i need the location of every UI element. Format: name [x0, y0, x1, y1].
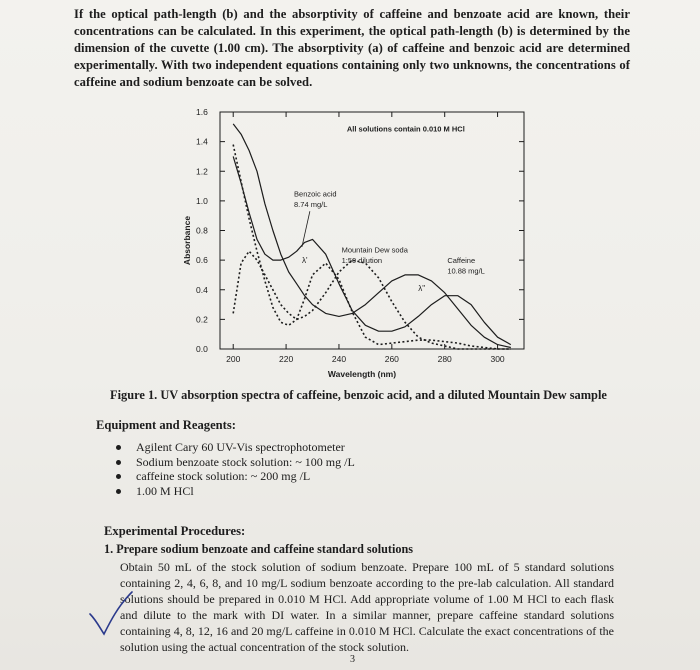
y-axis-label: Absorbance	[182, 215, 192, 266]
y-tick-label: 0.2	[196, 314, 208, 325]
equipment-item: Agilent Cary 60 UV-Vis spectrophotometer	[112, 440, 355, 455]
annotation-mountain-dew: Mountain Dew soda	[341, 245, 408, 255]
x-tick-label: 240	[331, 354, 347, 364]
y-tick-label: 0.0	[196, 344, 208, 354]
y-tick-label: 0.4	[196, 284, 208, 295]
annotation-benzoic-acid: Benzoic acid	[294, 189, 337, 199]
annotation-benzoic-acid-conc: 8.74 mg/L	[294, 199, 328, 209]
step-1-title: 1. Prepare sodium benzoate and caffeine standard solutions	[104, 542, 413, 556]
y-tick-label: 1.0	[196, 195, 208, 206]
x-tick-label: 300	[490, 354, 505, 364]
uv-spectra-figure	[168, 104, 528, 394]
y-tick-label: 1.6	[196, 107, 208, 117]
page-number: 3	[350, 654, 355, 665]
y-tick-label: 0.6	[196, 255, 208, 266]
equipment-item: Sodium benzoate stock solution: ~ 100 mg /L	[112, 455, 355, 470]
y-tick-label: 0.8	[196, 225, 208, 236]
figure-caption: Figure 1. UV absorption spectra of caffeine, benzoic acid, and a diluted Mountain Dew sample	[110, 388, 607, 402]
y-tick-label: 1.2	[196, 166, 208, 177]
annotation-lambda-1: λ'	[301, 256, 308, 266]
y-tick-label: 1.4	[196, 136, 208, 147]
annotation-caffeine-conc: 10.88 mg/L	[447, 266, 485, 276]
annotation-dilution: 1:50 dilution	[341, 256, 383, 266]
x-tick-label: 260	[384, 354, 399, 364]
step-1-body: Obtain 50 mL of the stock solution of sodium benzoate. Prepare 100 mL of 5 standard solutions containing 2, 4, 6, 8, and 10 mg/L sodium benzoate according to the pre-lab calculation. All standard solutions should be prepared in 0.010 M HCl. Add appropriate volume of 1.00 M HCl to each flask and dilute to the mark with DI water. In a similar manner, prepare caffeine standard solutions containing 4, 8, 12, 16 and 20 mg/L caffeine in 0.010 M HCl. Calculate the exact concentrations of the solution using the actual concentration of the stock solution.	[120, 560, 614, 654]
uv-spectra-chart	[168, 104, 528, 394]
equipment-heading: Equipment and Reagents:	[96, 418, 236, 432]
x-tick-label: 220	[278, 354, 294, 364]
handwritten-checkmark-icon	[88, 588, 134, 638]
procedures-heading: Experimental Procedures:	[104, 524, 246, 538]
intro-paragraph: If the optical path-length (b) and the absorptivity of caffeine and benzoate acid are known, their concentrations can be calculated. In this experiment, the optical path-length (b) is determined by the dimension of the cuvette (1.00 cm). The absorptivity (a) of caffeine and benzoic acid are determined experimentally. With two independent equations containing only two unknowns, the concentrations of caffeine and sodium benzoate can be solved.	[74, 7, 630, 89]
spectrum-series-4	[233, 124, 511, 348]
annotation-lambda-2: λ"	[418, 284, 426, 294]
equipment-item: 1.00 M HCl	[112, 484, 355, 499]
x-tick-label: 200	[226, 354, 241, 364]
equipment-item: caffeine stock solution: ~ 200 mg /L	[112, 469, 355, 484]
annotation-hcl-note: All solutions contain 0.010 M HCl	[346, 124, 465, 134]
x-axis-label: Wavelength (nm)	[327, 369, 397, 379]
annotation-caffeine: Caffeine	[447, 256, 476, 266]
equipment-list	[112, 440, 355, 498]
x-tick-label: 280	[437, 354, 452, 364]
